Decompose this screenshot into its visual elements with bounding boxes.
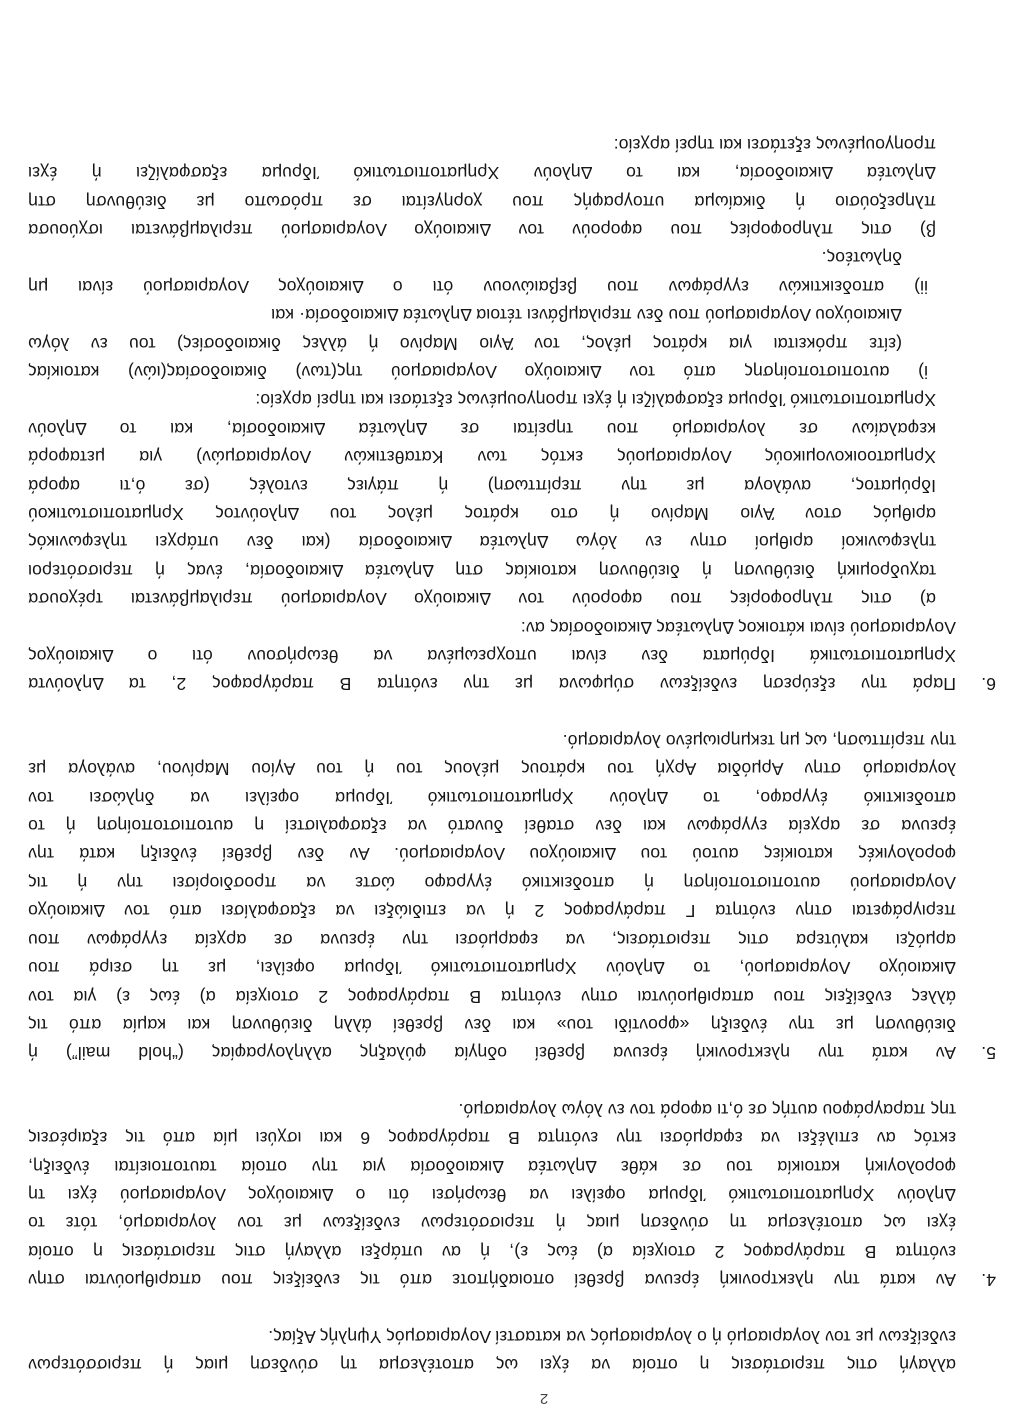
- paragraph-4-line: [28, 1266, 996, 1294]
- text-line: πληρεξούσιο ή δικαίωμα υπογραφής που χορηγείται σε πρόσωπο με διεύθυνση στη: [28, 191, 936, 212]
- subitem-a-line: α) στις πληροφορίες που αφορούν τον Δικαιούχο Λογαριασμού περιλαμβάνεται τρέχουσα: [28, 589, 936, 610]
- text-line: έρευνα σε αρχεία εγγράφων και δεν σταθεί δυνατό να εξασφαλιστεί η αυτοπιστοποίηση ή το: [28, 816, 956, 837]
- text-line: Χρηματοοικονομικούς Λογαριασμούς εκτός των Καταθετικών Λογαριασμών) για μεταφορά: [28, 447, 936, 468]
- paragraph-gap: [28, 1067, 996, 1095]
- page-number: 2: [539, 1390, 549, 1407]
- paragraph-gap: [28, 698, 996, 726]
- subitem-ii-line: ii) αποδεικτικών εγγράφων που βεβαιώνουν ότι ο Δικαιούχος Λογαριασμού είναι μη: [28, 276, 928, 297]
- text-line: Λογαριασμού αυτοπιστοποίηση ή αποδεικτικό έγγραφο ώστε να προσδιορίσει την ή τις: [28, 872, 956, 893]
- text-run: Αν κατά την ηλεκτρονική έρευνα βρεθεί οδηγία φύλαξης αλληλογραφίας (“hold mail”) ή: [28, 1043, 956, 1064]
- text-line: ενδείξεων με τον λογαριασμό ή ο λογαριασμός να καταστεί Λογαριασμός Υψηλής Αξίας.: [268, 1326, 956, 1347]
- text-line: αριθμός στον Άγιο Μαρίνο ή στο κράτος μέλος του Δηλούντος Χρηματοπιστωτικού: [28, 504, 936, 525]
- text-line: Δηλωτέα Δικαιοδοσία, και το Δηλούν Χρηματοπιστωτικό Ίδρυμα εξασφαλίζει ή έχει: [28, 163, 936, 184]
- text-line: Χρηματοπιστωτικά Ιδρύματα δεν είναι υποχρεωμένα να θεωρήσουν ότι ο Δικαιούχος: [28, 646, 956, 667]
- text-line: άλλες ενδείξεις που απαριθμούνται στην ενότητα Β παράγραφος 2 στοιχεία α) έως ε) για τον: [28, 986, 956, 1007]
- text-line: τηλεφωνικοί αριθμοί στην εν λόγω Δηλωτέα Δικαιοδοσία (και δεν υπάρχει τηλεφωνικός: [28, 532, 936, 553]
- text-line: έχει ως αποτέλεσμα τη σύνδεση μιας ή περισσότερων ενδείξεων με τον λογαριασμό, τότε το: [28, 1213, 956, 1234]
- text-line: ενότητα Β παράγραφος 2 στοιχεία α) έως ε), ή αν υπάρξει αλλαγή στις περιστάσεις η οποία: [28, 1241, 956, 1262]
- text-run: Αν κατά την ηλεκτρονική έρευνα βρεθεί οποιαδήποτε από τις ενδείξεις που απαριθμούνται στην: [28, 1270, 956, 1291]
- text-run: Παρά την εξεύρεση ενδείξεων σύμφωνα με την ενότητα Β παράγραφος 2, τα Δηλούντα: [28, 674, 956, 695]
- subitem-i-line: i) αυτοπιστοποίησης από τον Δικαιούχο Λογαριασμού της(των) δικαιοδοσίας(ιών) κατοικίας: [28, 362, 928, 382]
- paragraph-gap: [28, 1294, 996, 1322]
- paragraph-5-line: [28, 1039, 996, 1067]
- text-line: της παραγράφου αυτής σε ό,τι αφορά τον εν λόγω λογαριασμό.: [458, 1099, 956, 1120]
- paragraph-number: 5.: [981, 1043, 996, 1064]
- text-line: αλλαγή στις περιστάσεις η οποία να έχει ως αποτέλεσμα τη σύνδεση μιας ή περισσότερων: [28, 1355, 956, 1375]
- text-line: λογαριασμό στην Αρμόδια Αρχή του κράτους μέλους του ή του Αγίου Μαρίνου, ανάλογα με: [28, 759, 956, 780]
- text-line: δηλωτέος.: [821, 248, 902, 269]
- text-line: ταχυδρομική διεύθυνση ή διεύθυνση κατοικίας στη Δηλωτέα Δικαιοδοσία, ένας ή περισσότεροι: [28, 560, 936, 581]
- text-line: προηγουμένως εξετάσει και τηρεί αρχείο:: [613, 134, 936, 155]
- text-line: φορολογική κατοικία του σε κάθε Δηλωτέα Δικαιοδοσία για την οποία ταυτοποιείται ένδειξη,: [28, 1156, 956, 1177]
- paragraph-number: 4.: [981, 1270, 996, 1291]
- text-line: την περίπτωση, ως μη τεκμηριωμένο λογαριασμό.: [562, 730, 956, 751]
- text-line: φορολογικές κατοικίες αυτού του Δικαιούχου Λογαριασμού. Αν δεν βρεθεί ένδειξη κατά την: [28, 844, 956, 865]
- text-line: Δικαιούχο Λογαριασμού, το Δηλούν Χρηματοπιστωτικό Ίδρυμα οφείλει, με τη σειρά που: [28, 958, 956, 979]
- paragraph-6-line: [28, 670, 996, 698]
- text-line: περιγράφεται στην ενότητα Γ παράγραφος 2 ή να επιδιώξει να εξασφαλίσει από τον Δικαιούχο: [28, 901, 956, 922]
- text-line: Δηλούν Χρηματοπιστωτικό Ίδρυμα οφείλει να θεωρήσει ότι ο Δικαιούχος Λογαριασμού έχει τη: [28, 1184, 956, 1205]
- text-line: αποδεικτικό έγγραφο, το Δηλούν Χρηματοπιστωτικό Ίδρυμα οφείλει να δηλώσει τον: [28, 787, 956, 808]
- paragraph-number: 6.: [981, 674, 996, 695]
- text-line: Χρηματοπιστωτικό Ίδρυμα εξασφαλίζει ή έχει προηγουμένως εξετάσει και τηρεί αρχείο:: [255, 390, 936, 411]
- text-line: Ιδρύματος, ανάλογα με την περίπτωση) ή πάγιες εντολές (σε ό,τι αφορά: [28, 475, 936, 496]
- text-line: Λογαριασμού είναι κάτοικος Δηλωτέας Δικαιοδοσίας αν:: [520, 617, 956, 638]
- subitem-b-line: β) στις πληροφορίες που αφορούν τον Δικαιούχο Λογαριασμού περιλαμβάνεται ισχύουσα: [28, 219, 936, 240]
- text-line: κεφαλαίων σε λογαριασμό που τηρείται σε Δηλωτέα Δικαιοδοσία, και το Δηλούν: [28, 418, 936, 439]
- text-line: (είτε πρόκειται για κράτος μέλος, τον Άγιο Μαρίνο ή άλλες δικαιοδοσίες) του εν λόγω: [28, 333, 902, 354]
- text-line: αρμόζει καλύτερα στις περιστάσεις, να εφαρμόσει την έρευνα σε αρχεία εγγράφων που: [28, 929, 956, 950]
- text-line: Δικαιούχου Λογαριασμού που δεν περιλαμβάνει τέτοια Δηλωτέα Δικαιοδοσία· και: [271, 305, 902, 326]
- text-line: εκτός αν επιλέξει να εφαρμόσει την ενότητα Β παράγραφος 6 και ισχύει μία από τις εξαιρέσεις: [28, 1128, 956, 1149]
- text-line: διεύθυνση με την ένδειξη «φροντίδι του» και δεν βρεθεί άλλη διεύθυνση και καμία από τις: [28, 1014, 956, 1035]
